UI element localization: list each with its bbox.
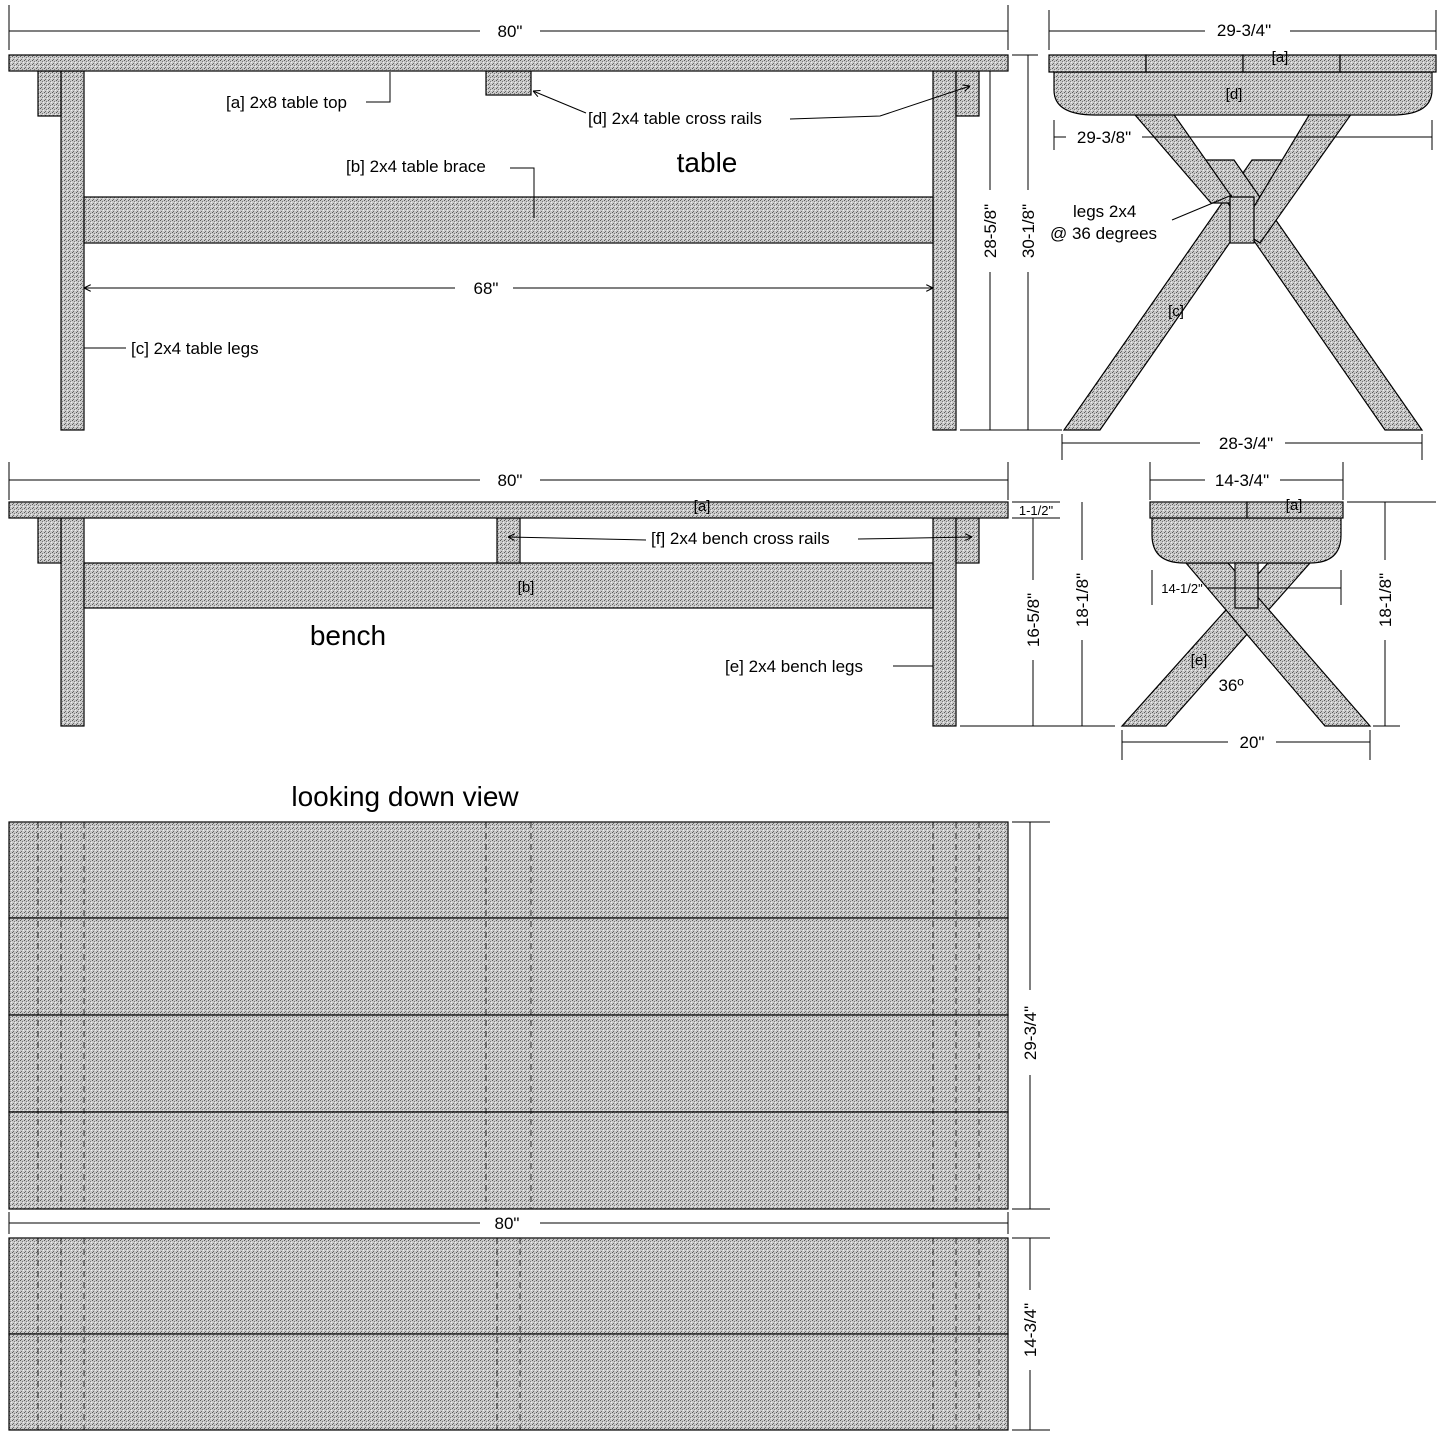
table-top	[9, 55, 1008, 71]
table-end-view	[1049, 10, 1436, 460]
table-top-board	[9, 1015, 1008, 1112]
bench-cross-rails-callout: [f] 2x4 bench cross rails	[651, 529, 830, 548]
table-top-callout: [a] 2x8 table top	[226, 93, 347, 112]
bench-end-cross-rail	[1152, 518, 1341, 563]
table-end-cross-rail	[1054, 72, 1432, 115]
table-leg-block-left	[38, 71, 61, 116]
table-leg-left	[61, 71, 84, 430]
top-view-bench-width-dimension: 14-3/4"	[1021, 1302, 1040, 1358]
legs-note-line2: @ 36 degrees	[1050, 224, 1158, 243]
bench-brace	[84, 563, 933, 608]
leg-angle-label: 36º	[1218, 676, 1244, 695]
table-end-top-board	[1146, 55, 1243, 72]
top-view-length-dimension: 80"	[494, 1214, 520, 1233]
table-inner-height-dimension: 28-5/8"	[981, 203, 1000, 259]
table-rail-width-dimension: 29-3/8"	[1076, 128, 1132, 147]
bench-tag-a: [a]	[693, 498, 711, 515]
table-title: table	[676, 147, 738, 178]
table-side-view	[9, 5, 1062, 430]
bench-leg-spread-dimension: 20"	[1239, 733, 1265, 752]
table-top-board	[9, 822, 1008, 918]
table-cross-rails-callout: [d] 2x4 table cross rails	[588, 109, 762, 128]
top-view-title: looking down view	[291, 781, 519, 812]
table-total-height-dimension: 30-1/8"	[1019, 203, 1038, 259]
table-top-board	[9, 1112, 1008, 1209]
table-end-tag-d: [d]	[1225, 86, 1243, 103]
table-end-brace	[1230, 197, 1254, 243]
board-thickness-dimension: 1-1/2"	[1018, 503, 1054, 518]
bench-cross-rail-center	[497, 518, 520, 563]
bench-end-tag-e: [e]	[1190, 652, 1208, 669]
table-end-top-board	[1340, 55, 1436, 72]
table-brace-length-dimension: 68"	[473, 279, 499, 298]
table-end-tag-a: [a]	[1271, 49, 1289, 66]
table-end-tag-c: [c]	[1168, 303, 1184, 320]
bench-leg-left	[61, 518, 84, 726]
legs-note-line1: legs 2x4	[1073, 202, 1137, 221]
bench-top-board	[9, 1334, 1008, 1430]
bench-leg-block-right	[956, 518, 979, 563]
table-brace-callout: [b] 2x4 table brace	[346, 157, 486, 176]
table-brace	[84, 197, 933, 243]
bench-leg-right	[933, 518, 956, 726]
table-end-top-board	[1243, 55, 1340, 72]
bench-end-top-board	[1150, 502, 1247, 518]
bench-total-height-dimension: 18-1/8"	[1073, 572, 1092, 628]
table-leg-right	[933, 71, 956, 430]
leader-arrow	[508, 537, 646, 540]
bench-top-board	[9, 1238, 1008, 1334]
bench-length-dimension: 80"	[497, 471, 523, 490]
bench-tag-b: [b]	[517, 579, 535, 596]
leader-arrow	[533, 91, 586, 113]
bench-end-view	[1122, 462, 1436, 760]
bench-inner-height-dimension: 16-5/8"	[1024, 592, 1043, 648]
bench-title: bench	[309, 620, 387, 651]
table-leg-block-right	[956, 71, 979, 116]
table-cross-rail-center	[486, 71, 531, 95]
bench-rail-width-dimension: 14-1/2"	[1161, 581, 1203, 596]
top-view-table-width-dimension: 29-3/4"	[1021, 1005, 1040, 1061]
bench-leg-block-left	[38, 518, 61, 563]
bench-side-view	[9, 462, 1115, 726]
bench-end-height-dimension: 18-1/8"	[1376, 572, 1395, 628]
bench-legs-callout: [e] 2x4 bench legs	[725, 657, 863, 676]
top-view	[9, 781, 1050, 1430]
table-length-dimension: 80"	[497, 22, 523, 41]
bench-end-tag-a: [a]	[1285, 497, 1303, 514]
bench-end-width-dimension: 14-3/4"	[1214, 471, 1270, 490]
table-leg-spread-dimension: 28-3/4"	[1218, 434, 1274, 453]
table-top-board	[9, 918, 1008, 1015]
table-end-width-dimension: 29-3/4"	[1216, 21, 1272, 40]
bench-top	[9, 502, 1008, 518]
table-end-top-board	[1049, 55, 1146, 72]
bench-end-brace	[1235, 563, 1258, 608]
table-legs-callout: [c] 2x4 table legs	[131, 339, 259, 358]
leader-line	[366, 72, 390, 102]
